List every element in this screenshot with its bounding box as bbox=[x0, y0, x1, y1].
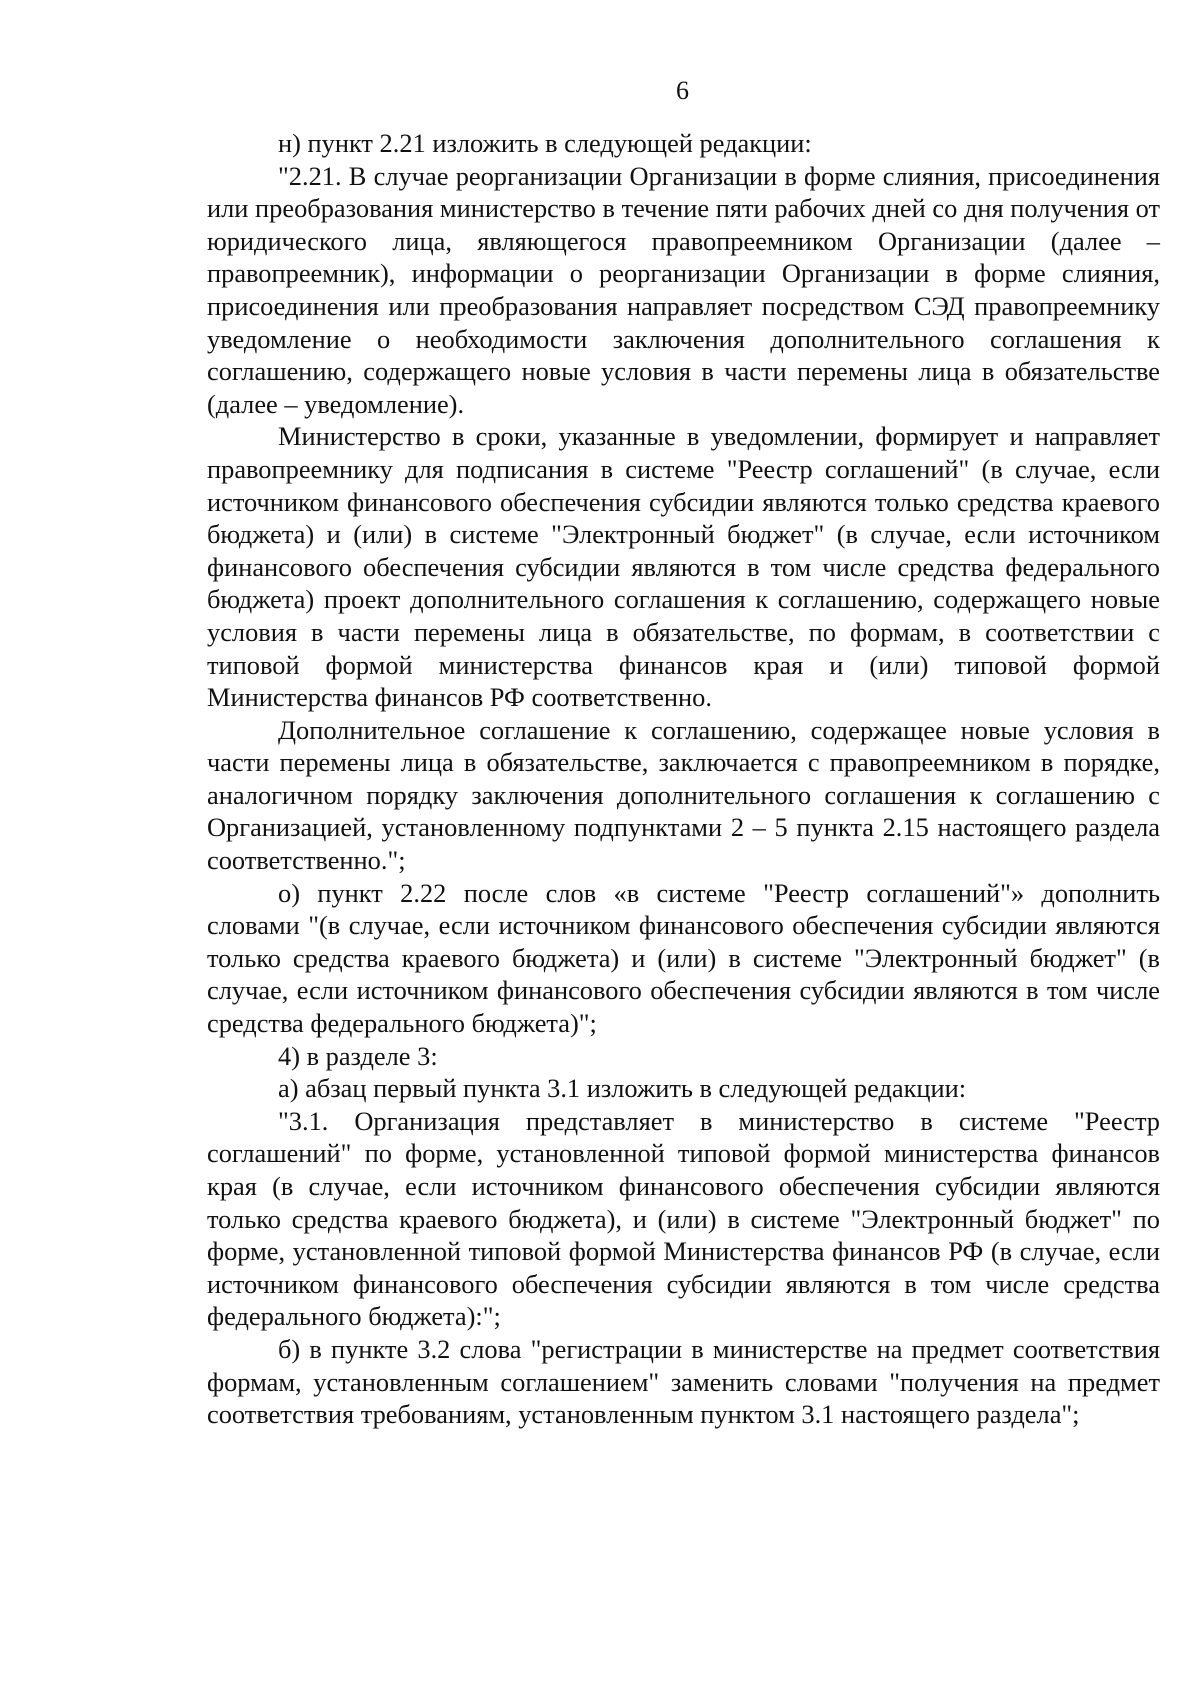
page-number: 6 bbox=[676, 76, 689, 105]
document-body bbox=[207, 127, 1160, 1431]
paragraph-item-n: н) пункт 2.21 изложить в следующей редакции: bbox=[278, 128, 812, 158]
paragraph-item-b: б) в пункте 3.2 слова "регистрации в министерстве на предмет соответствия формам, установленным соглашением" заменить словами "получения на предмет соответствия требованиям, установленным пунктом 3.1 настоящего раздела"; bbox=[207, 1333, 1160, 1430]
paragraph-item-a: а) абзац первый пункта 3.1 изложить в следующей редакции: bbox=[278, 1073, 967, 1104]
paragraph-item-o: о) пункт 2.22 после слов «в системе "Реестр соглашений"» дополнить словами "(в случае, если источником финансового обеспечения субсидии являются только средства краевого бюджета) и (или) в системе "Электронный бюджет" (в случае, если источником финансового обеспечения субсидии являются в том числе средства федерального бюджета)"; bbox=[207, 877, 1160, 1039]
paragraph-clause-3-1: "3.1. Организация представляет в министерство в системе "Реестр соглашений" по форме, установленной типовой формой министерства финансов края (в случае, если источником финансового обеспечения субсидии являются только средства краевого бюджета), и (или) в системе "Электронный бюджет" по форме, установленной типовой формой Министерства финансов РФ (в случае, если источником финансового обеспечения субсидии являются в том числе средства федерального бюджета):"; bbox=[207, 1105, 1160, 1332]
paragraph-additional-agreement: Дополнительное соглашение к соглашению, содержащее новые условия в части перемены лица в обязательстве, заключается с правопреемником в порядке, аналогичном порядку заключения дополнительного соглашения к соглашению с Организацией, установленному подпунктами 2 – 5 пункта 2.15 настоящего раздела соответственно."; bbox=[207, 714, 1160, 876]
paragraph-clause-2-21: "2.21. В случае реорганизации Организации в форме слияния, присоединения или преобразования министерство в течение пяти рабочих дней со дня получения от юридического лица, являющегося правопреемником Организации (далее – правопреемник), информации о реорганизации Организации в форме слияния, присоединения или преобразования направляет посредством СЭД правопреемнику уведомление о необходимости заключения дополнительного соглашения к соглашению, содержащего новые условия в части перемены лица в обязательстве (далее – уведомление). bbox=[207, 160, 1160, 419]
paragraph-ministry-deadlines: Министерство в сроки, указанные в уведомлении, формирует и направляет правопреемнику для подписания в системе "Реестр соглашений" (в случае, если источником финансового обеспечения субсидии являются только средства краевого бюджета) и (или) в системе "Электронный бюджет" (в случае, если источником финансового обеспечения субсидии являются в том числе средства федерального бюджета) проект дополнительного соглашения к соглашению, содержащего новые условия в части перемены лица в обязательстве, по формам, в соответствии с типовой формой министерства финансов края и (или) типовой формой Министерства финансов РФ соответственно. bbox=[207, 421, 1160, 713]
paragraph-section-3: 4) в разделе 3: bbox=[278, 1040, 438, 1071]
